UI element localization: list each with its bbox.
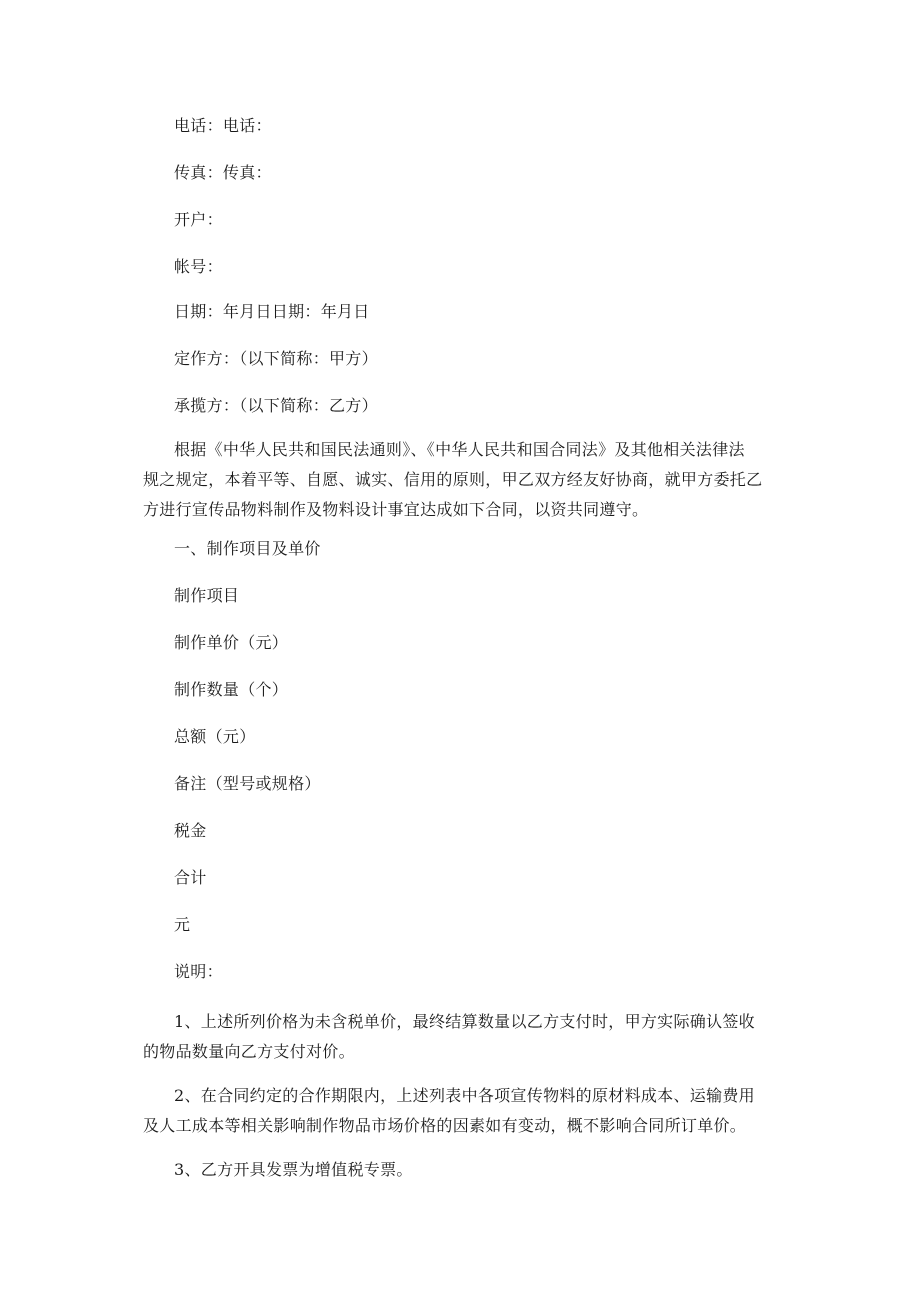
list-item: 备注（型号或规格） (174, 774, 321, 793)
note-line: 及人工成本等相关影响制作物品市场价格的因素如有变动，概不影响合同所订单价。 (143, 1116, 747, 1135)
party-a-field: 定作方：（以下简称：甲方） (174, 349, 378, 368)
list-item: 合计 (174, 868, 207, 887)
section-title: 一、制作项目及单价 (174, 539, 321, 558)
preamble-paragraph (143, 435, 780, 525)
phone-field: 电话：电话： (174, 116, 272, 135)
note-paragraph (143, 1007, 780, 1067)
note-line: 2、在合同约定的合作期限内，上述列表中各项宣传物料的原材料成本、运输费用 (174, 1086, 755, 1105)
list-item: 制作项目 (174, 586, 240, 605)
account-field: 帐号： (174, 257, 223, 276)
list-item: 元 (174, 915, 191, 934)
list-item: 税金 (174, 821, 207, 840)
party-b-field: 承揽方：（以下简称：乙方） (174, 396, 378, 415)
list-item: 制作单价（元） (174, 633, 289, 652)
note-line: 1、上述所列价格为未含税单价，最终结算数量以乙方支付时，甲方实际确认签收 (174, 1012, 755, 1031)
preamble-line: 根据《中华人民共和国民法通则》、《中华人民共和国合同法》及其他相关法律法 (174, 440, 745, 459)
preamble-line: 方进行宣传品物料制作及物料设计事宜达成如下合同，以资共同遵守。 (143, 500, 649, 519)
note-line: 3、乙方开具发票为增值税专票。 (174, 1160, 413, 1179)
date-field: 日期：年月日日期：年月日 (174, 302, 370, 321)
list-item: 制作数量（个） (174, 680, 289, 699)
notes-heading: 说明： (174, 962, 223, 981)
bank-field: 开户： (174, 210, 223, 229)
note-paragraph (174, 1155, 780, 1185)
note-line: 的物品数量向乙方支付对价。 (143, 1042, 355, 1061)
note-paragraph (143, 1081, 780, 1141)
fax-field: 传真：传真： (174, 163, 272, 182)
preamble-line: 规之规定，本着平等、自愿、诚实、信用的原则，甲乙双方经友好协商，就甲方委托乙 (143, 470, 763, 489)
list-item: 总额（元） (174, 727, 256, 746)
